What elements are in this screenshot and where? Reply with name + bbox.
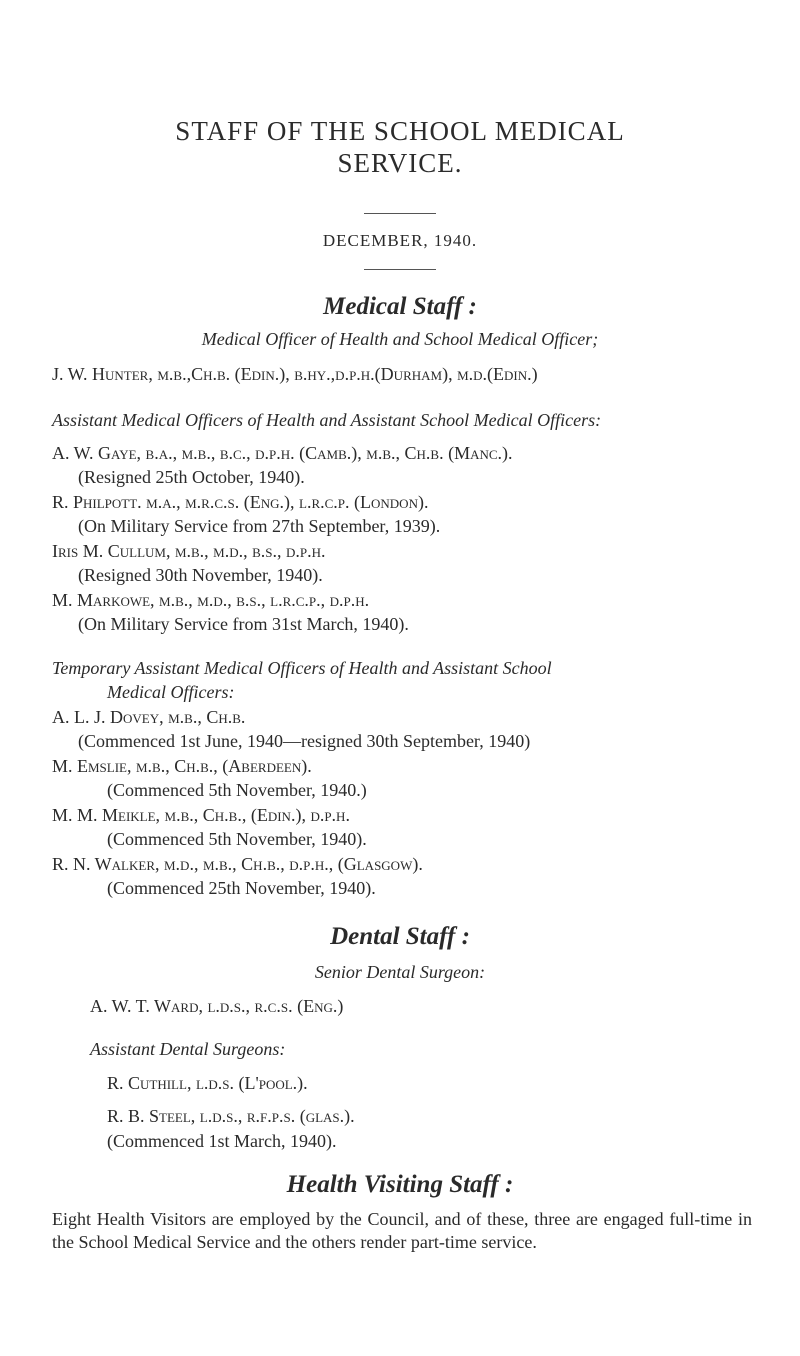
temporary-mo-title-cont: Medical Officers: [107,682,235,702]
divider [364,213,436,214]
assistant-dental-name: R. B. Steel, l.d.s., r.f.p.s. (glas.). [107,1106,355,1126]
assistant-dental-name: R. Cuthill, l.d.s. (L'pool.). [107,1073,308,1093]
temporary-mo-title: Temporary Assistant Medical Officers of Health and Assistant School [52,658,552,678]
assistant-name: Iris M. Cullum, m.b., m.d., b.s., d.p.h. [52,541,326,561]
assistant-dental-note: (Commenced 1st March, 1940). [107,1131,337,1151]
temporary-name: A. L. J. Dovey, m.b., Ch.b. [52,707,246,727]
date-line: DECEMBER, 1940. [322,231,478,250]
temporary-name: R. N. Walker, m.d., m.b., Ch.b., d.p.h., (Glasgow). [52,854,423,874]
assistant-note: (Resigned 30th November, 1940). [78,565,323,585]
assistant-mo-title: Assistant Medical Officers of Health and Assistant School Medical Officers: [52,410,602,430]
temporary-note: (Commenced 5th November, 1940.) [107,780,367,800]
assistant-note: (On Military Service from 27th September, 1939). [78,516,441,536]
moh-title: Medical Officer of Health and School Medical Officer; [201,329,599,349]
senior-dental-title: Senior Dental Surgeon: [314,962,486,982]
health-visiting-paragraph: Eight Health Visitors are employed by the Council, and of these, three are engaged full-time in the School Medical Service and the others render part-time service. [52,1209,752,1252]
divider [364,269,436,270]
temporary-name: M. Emslie, m.b., Ch.b., (Aberdeen). [52,756,312,776]
health-visiting-heading: Health Visiting Staff : [286,1171,514,1198]
assistant-name: A. W. Gaye, b.a., m.b., b.c., d.p.h. (Camb.), m.b., Ch.b. (Manc.). [52,443,513,463]
temporary-note: (Commenced 1st June, 1940—resigned 30th September, 1940) [78,731,531,751]
temporary-name: M. M. Meikle, m.b., Ch.b., (Edin.), d.p.h. [52,805,350,825]
assistant-note: (On Military Service from 31st March, 1940). [78,614,409,634]
assistant-dental-title: Assistant Dental Surgeons: [90,1039,286,1059]
page-title-line-2: SERVICE. [337,148,463,178]
moh-name: J. W. Hunter, m.b.,Ch.b. (Edin.), b.hy.,d.p.h.(Durham), m.d.(Edin.) [52,364,538,384]
senior-dental-name: A. W. T. Ward, l.d.s., r.c.s. (Eng.) [90,996,344,1016]
assistant-name: M. Markowe, m.b., m.d., b.s., l.r.c.p., d.p.h. [52,590,370,610]
medical-staff-heading: Medical Staff : [323,293,477,320]
page-title-line-1: STAFF OF THE SCHOOL MEDICAL [175,116,625,146]
dental-staff-heading: Dental Staff : [330,923,470,950]
temporary-note: (Commenced 25th November, 1940). [107,878,376,898]
temporary-note: (Commenced 5th November, 1940). [107,829,367,849]
assistant-note: (Resigned 25th October, 1940). [78,467,305,487]
assistant-name: R. Philpott. m.a., m.r.c.s. (Eng.), l.r.c.p. (London). [52,492,429,512]
